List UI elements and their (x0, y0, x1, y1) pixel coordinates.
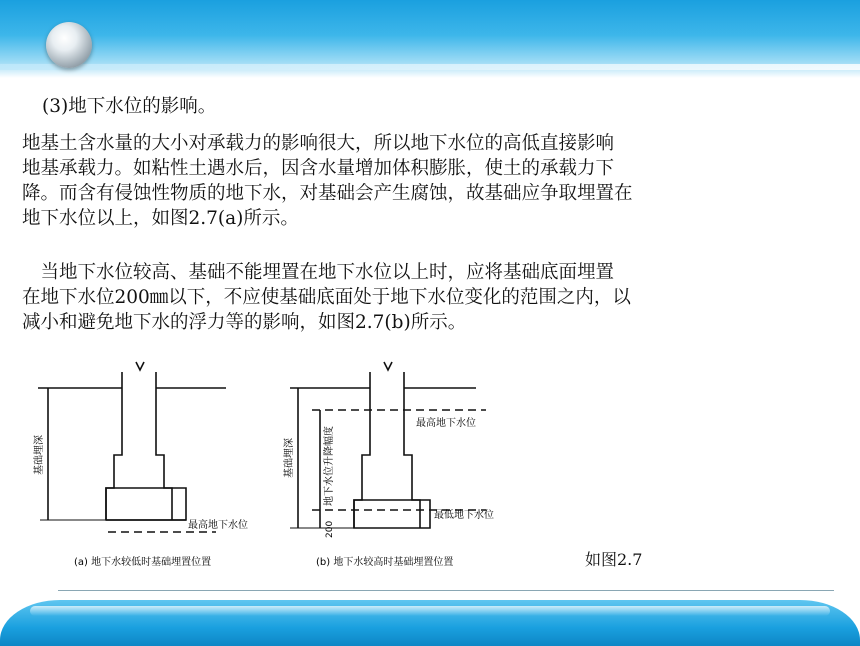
header-stripe (0, 64, 860, 70)
diagram-a-caption: (a) 地下水较低时基础埋置位置 (74, 557, 212, 568)
diagram-b-caption: (b) 地下水较高时基础埋置位置 (316, 557, 454, 568)
paragraph-2-line: 在地下水位200㎜以下，不应使基础底面处于地下水位变化的范围之内，以 (22, 287, 631, 308)
orb-decoration-icon (46, 22, 92, 68)
diagram-b-dim-label: 200 (325, 520, 335, 538)
header-banner (0, 0, 860, 78)
figure-caption: 如图2.7 (585, 550, 643, 569)
diagram-a-water-label: 最高地下水位 (188, 520, 248, 531)
paragraph-2-line: 减小和避免地下水的浮力等的影响，如图2.7(b)所示。 (22, 312, 467, 333)
diagram-b-depth-label: 基础埋深 (284, 438, 295, 478)
foundation-figure (26, 350, 526, 578)
diagram-b (290, 362, 486, 528)
diagram-a-depth-label: 基础埋深 (34, 435, 45, 475)
paragraph-1-line: 降。而含有侵蚀性物质的地下水，对基础会产生腐蚀，故基础应争取埋置在 (22, 183, 633, 204)
diagram-b-low-label: 最低地下水位 (434, 510, 494, 521)
diagram-b-range-label: 地下水位升降幅度 (324, 426, 335, 506)
paragraph-1-line: 地基土含水量的大小对承载力的影响很大，所以地下水位的高低直接影响 (22, 133, 615, 154)
paragraph-1-line: 地基承载力。如粘性土遇水后，因含水量增加体积膨胀，使土的承载力下 (22, 158, 615, 179)
foundation-diagram (26, 350, 526, 578)
diagram-b-high-label: 最高地下水位 (416, 418, 476, 429)
footer-sheen (30, 606, 830, 616)
diagram-a (38, 362, 226, 532)
footer-banner (0, 600, 860, 646)
paragraph-2-line: 当地下水位较高、基础不能埋置在地下水位以上时，应将基础底面埋置 (22, 262, 615, 283)
paragraph-2 (22, 260, 822, 335)
footer-divider (58, 590, 834, 591)
paragraph-1-line: 地下水位以上，如图2.7(a)所示。 (22, 208, 299, 229)
paragraph-1 (22, 131, 822, 231)
section-heading: (3)地下水位的影响。 (42, 96, 217, 117)
